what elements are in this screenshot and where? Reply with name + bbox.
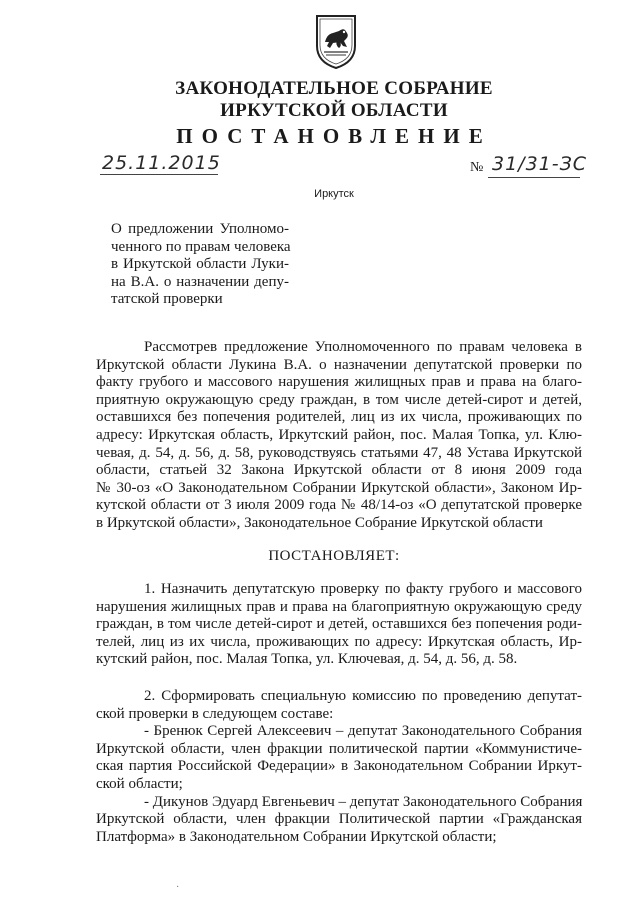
text-line: Иркутской области Лукина В.А. о назначении депутатской проверки по (96, 356, 582, 373)
organization-name-line2: ИРКУТСКОЙ ОБЛАСТИ (220, 100, 448, 121)
subject-line: на В.А. о назначении депу- (111, 273, 289, 290)
text-line: Платформа» в Законодательном Собрании Иркутской области; (96, 828, 497, 845)
subject-line: татской проверки (111, 291, 223, 307)
subject-line: ченного по правам человека (111, 238, 291, 255)
text-line: 2. Сформировать специальную комиссию по проведению депутат- (144, 688, 582, 704)
organization-name-line1: ЗАКОНОДАТЕЛЬНОЕ СОБРАНИЕ (175, 78, 493, 99)
text-line: граждан, в том числе детей-сирот и детей, оставшихся без попечения роди- (96, 616, 582, 633)
text-line: области, статьей 32 Закона Иркутской области от 8 июня 2009 года (96, 462, 582, 479)
subject-line: О предложении Уполномо- (111, 221, 289, 237)
text-line: в Иркутской области», Законодательное Собрание Иркутской области (96, 514, 543, 531)
subject-line: в Иркутской области Луки- (111, 256, 289, 272)
date-underline (100, 174, 218, 175)
document-city: Иркутск (314, 188, 354, 200)
scan-mark: · (176, 882, 180, 893)
text-line: № 30-оз «О Законодательном Собрании Иркутской области», Законом Ир- (96, 479, 582, 496)
coat-of-arms-emblem (313, 12, 359, 70)
text-line: 1. Назначить депутатскую проверку по факту грубого и массового (144, 581, 582, 597)
document-date: 25.11.2015 (102, 152, 221, 174)
text-line: факту грубого и массового нарушения жилищных прав и права на благо- (96, 374, 582, 391)
item-2-paragraph (96, 688, 582, 846)
document-subject (111, 221, 289, 309)
text-line: Иркутской области, член фракции Политической партии «Гражданская (96, 811, 582, 828)
number-underline (488, 177, 580, 178)
text-line: кутской области от 3 июля 2009 года № 48/14-оз «О депутатской проверке (96, 497, 582, 514)
text-line: кутский район, пос. Малая Топка, ул. Ключевая, д. 54, д. 56, д. 58. (96, 651, 518, 668)
text-line: приятную окружающую среду граждан, в том числе детей-сирот и детей, (96, 391, 582, 408)
text-line: ской проверки в следующем составе: (96, 705, 334, 722)
text-line: адресу: Иркутская область, Иркутский район, пос. Малая Топка, ул. Клю- (96, 426, 582, 443)
text-line: чевая, д. 54, д. 56, д. 58, руководствуясь статьями 47, 48 Устава Иркутской (96, 444, 582, 461)
document-number: 31/31-ЗС (492, 153, 588, 175)
preamble-paragraph (96, 339, 582, 533)
text-line: - Дикунов Эдуард Евгеньевич – депутат Законодательного Собрания (144, 793, 583, 810)
item-1-paragraph (96, 581, 582, 669)
text-line: Иркутской области, член фракции политической партии «Коммунистиче- (96, 740, 582, 757)
text-line: - Бренюк Сергей Алексеевич – депутат Законодательного Собрания (144, 723, 582, 740)
text-line: Рассмотрев предложение Уполномоченного по правам человека в (144, 339, 582, 355)
text-line: оставшихся без попечения родителей, лиц из их числа, проживающих по (96, 409, 582, 426)
text-line: нарушения жилищных прав и права на благоприятную окружающую среду (96, 598, 582, 615)
text-line: ской области; (96, 775, 183, 792)
document-number-label: № (470, 160, 484, 175)
resolves-heading: ПОСТАНОВЛЯЕТ: (268, 548, 400, 564)
text-line: ская партия Российской Федерации» в Законодательном Собрании Иркут- (96, 758, 582, 775)
document-type-title: ПОСТАНОВЛЕНИЕ (176, 124, 492, 148)
irkutsk-coat-of-arms-icon (313, 12, 359, 70)
text-line: телей, лиц из их числа, проживающих по адресу: Иркутская область, Ир- (96, 633, 582, 650)
